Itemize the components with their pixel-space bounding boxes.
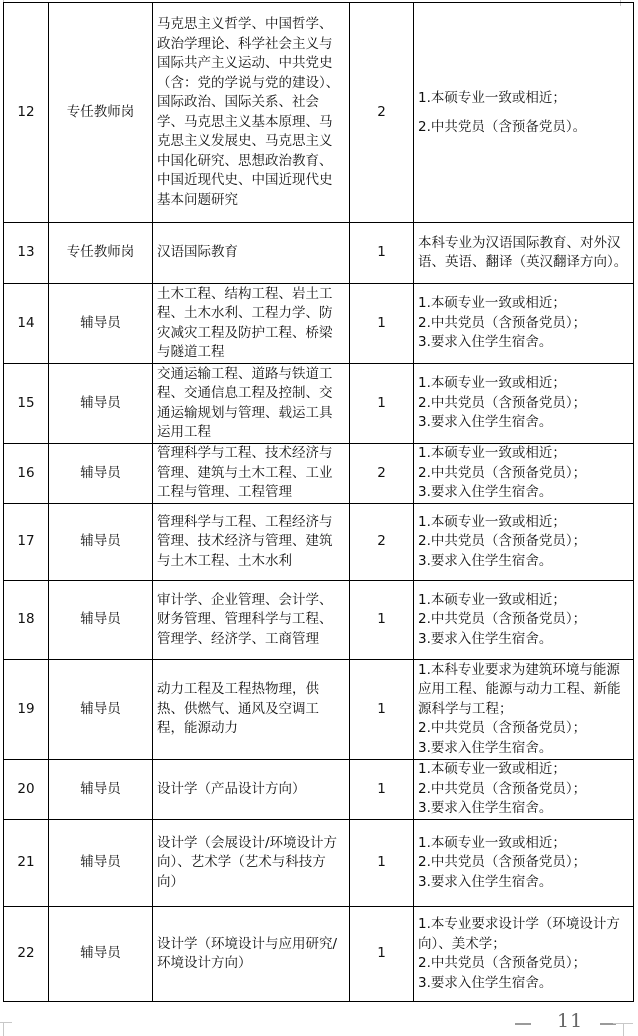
major-list: 交通运输工程、道路与铁道工程、交通信息工程及控制、交通运输规划与管理、载运工具运用工程 bbox=[153, 364, 350, 444]
requirement-line: 3.要求入住学生宿舍。 bbox=[418, 800, 553, 817]
requirement-line: 3.要求入住学生宿舍。 bbox=[418, 873, 553, 890]
requirement-line: 1.本硕专业一致或相近； bbox=[418, 513, 566, 530]
requirement-line: 2.中共党员（含预备党员）； bbox=[418, 780, 587, 797]
row-number: 18 bbox=[4, 581, 49, 660]
requirements bbox=[414, 660, 634, 760]
headcount: 2 bbox=[350, 444, 414, 504]
requirement-line: 2.中共党员（含预备党员）； bbox=[418, 955, 587, 971]
table-row bbox=[4, 504, 634, 581]
requirements bbox=[414, 223, 634, 284]
requirement-line: 1.本硕专业一致或相近； bbox=[418, 445, 566, 462]
post-name: 辅导员 bbox=[49, 907, 153, 1002]
table-row bbox=[4, 223, 634, 284]
requirement-line: 3.要求入住学生宿舍。 bbox=[418, 414, 553, 431]
requirement-line: 2.中共党员（含预备党员）； bbox=[418, 854, 587, 871]
post-name: 辅导员 bbox=[49, 284, 153, 364]
requirement-line: 3.要求入住学生宿舍。 bbox=[418, 630, 553, 647]
recruitment-table bbox=[3, 2, 634, 1002]
requirements bbox=[414, 504, 634, 581]
major-list: 管理科学与工程、技术经济与管理、建筑与土木工程、工业工程与管理、工程管理 bbox=[153, 444, 350, 504]
headcount: 2 bbox=[350, 504, 414, 581]
row-number: 17 bbox=[4, 504, 49, 581]
requirement-line: 2.中共党员（含预备党员）； bbox=[418, 720, 587, 737]
requirement-line: 1.本硕专业一致或相近； bbox=[418, 591, 566, 608]
requirement-line: 2.中共党员（含预备党员）。 bbox=[418, 118, 587, 135]
requirement-line: 1.本硕专业一致或相近； bbox=[418, 295, 566, 312]
headcount: 1 bbox=[350, 284, 414, 364]
requirements bbox=[414, 907, 634, 1002]
row-number: 21 bbox=[4, 820, 49, 907]
major-list: 设计学（环境设计与应用研究/环境设计方向） bbox=[153, 907, 350, 1002]
headcount: 1 bbox=[350, 581, 414, 660]
requirement-line: 1.本科专业要求为建筑环境与能源应用工程、能源与动力工程、新能源科学与工程； bbox=[418, 661, 621, 717]
row-number: 13 bbox=[4, 223, 49, 284]
post-name: 专任教师岗 bbox=[49, 223, 153, 284]
post-name: 辅导员 bbox=[49, 364, 153, 444]
requirements bbox=[414, 364, 634, 444]
table-row bbox=[4, 660, 634, 760]
post-name: 辅导员 bbox=[49, 660, 153, 760]
post-name: 辅导员 bbox=[49, 444, 153, 504]
row-number: 15 bbox=[4, 364, 49, 444]
post-name: 辅导员 bbox=[49, 581, 153, 660]
headcount: 1 bbox=[350, 223, 414, 284]
post-name: 专任教师岗 bbox=[49, 3, 153, 223]
requirement-line: 2.中共党员（含预备党员）； bbox=[418, 464, 587, 481]
row-number: 12 bbox=[4, 3, 49, 223]
requirements bbox=[414, 760, 634, 820]
requirement-line: 3.要求入住学生宿舍。 bbox=[418, 974, 553, 991]
headcount: 1 bbox=[350, 760, 414, 820]
major-list: 汉语国际教育 bbox=[153, 223, 350, 284]
row-number: 14 bbox=[4, 284, 49, 364]
requirements bbox=[414, 820, 634, 907]
post-name: 辅导员 bbox=[49, 760, 153, 820]
crop-mark-bottom-left-horizontal bbox=[0, 1022, 12, 1023]
page-footer bbox=[513, 1010, 633, 1036]
headcount: 1 bbox=[350, 820, 414, 907]
requirements bbox=[414, 3, 634, 223]
headcount: 1 bbox=[350, 364, 414, 444]
post-name: 辅导员 bbox=[49, 504, 153, 581]
table-row bbox=[4, 820, 634, 907]
major-list: 管理科学与工程、工程经济与管理、技术经济与管理、建筑与土木工程、土木水利 bbox=[153, 504, 350, 581]
table-row bbox=[4, 444, 634, 504]
major-list: 审计学、企业管理、会计学、财务管理、管理科学与工程、管理学、经济学、工商管理 bbox=[153, 581, 350, 660]
headcount: 1 bbox=[350, 660, 414, 760]
requirement-line: 1.本专业要求设计学（环境设计方向）、美术学； bbox=[418, 916, 620, 952]
requirement-line: 3.要求入住学生宿舍。 bbox=[418, 552, 553, 569]
requirement-line: 2.中共党员（含预备党员）； bbox=[418, 611, 587, 628]
major-list: 马克思主义哲学、中国哲学、政治学理论、科学社会主义与国际共产主义运动、中共党史（含：党的学说与党的建设）、国际政治、国际关系、社会学、马克思主义基本原理、马克思主义发展史、马克思主义中国化研究、思想政治教育、中国近现代史、中国近现代史基本问题研究 bbox=[153, 3, 350, 223]
headcount: 1 bbox=[350, 907, 414, 1002]
requirement-line: 3.要求入住学生宿舍。 bbox=[418, 334, 553, 351]
table-row bbox=[4, 581, 634, 660]
requirement-line: 2.中共党员（含预备党员）； bbox=[418, 314, 587, 331]
page-number-dash-left bbox=[515, 1023, 531, 1025]
crop-mark-bottom-left bbox=[3, 1022, 4, 1036]
major-list: 设计学（产品设计方向） bbox=[153, 760, 350, 820]
requirements bbox=[414, 444, 634, 504]
table-row bbox=[4, 760, 634, 820]
requirement-line: 1.本硕专业一致或相近； bbox=[418, 375, 566, 392]
major-list: 设计学（会展设计/环境设计方向）、艺术学（艺术与科技方向） bbox=[153, 820, 350, 907]
table-row bbox=[4, 364, 634, 444]
major-list: 土木工程、结构工程、岩土工程、土木水利、工程力学、防灾减灾工程及防护工程、桥梁与隧道工程 bbox=[153, 284, 350, 364]
post-name: 辅导员 bbox=[49, 820, 153, 907]
row-number: 19 bbox=[4, 660, 49, 760]
requirement-line: 本科专业为汉语国际教育、对外汉语、英语、翻译（英汉翻译方向）。 bbox=[418, 234, 628, 270]
row-number: 20 bbox=[4, 760, 49, 820]
page-number: 11 bbox=[557, 1010, 584, 1032]
requirement-line: 3.要求入住学生宿舍。 bbox=[418, 484, 553, 501]
requirement-line: 2.中共党员（含预备党员）； bbox=[418, 394, 587, 411]
table-row bbox=[4, 284, 634, 364]
requirements bbox=[414, 581, 634, 660]
row-number: 22 bbox=[4, 907, 49, 1002]
requirement-line: 3.要求入住学生宿舍。 bbox=[418, 739, 553, 756]
requirement-line: 1.本硕专业一致或相近； bbox=[418, 761, 566, 778]
crop-mark-bottom-right-vertical bbox=[623, 1023, 624, 1036]
major-list: 动力工程及工程热物理，供热、供燃气、通风及空调工程，能源动力 bbox=[153, 660, 350, 760]
headcount: 2 bbox=[350, 3, 414, 223]
requirements bbox=[414, 284, 634, 364]
table-row bbox=[4, 3, 634, 223]
table-row bbox=[4, 907, 634, 1002]
requirement-line: 2.中共党员（含预备党员）； bbox=[418, 533, 587, 550]
requirement-line: 1.本硕专业一致或相近； bbox=[418, 89, 566, 106]
requirement-line: 1.本硕专业一致或相近； bbox=[418, 834, 566, 851]
row-number: 16 bbox=[4, 444, 49, 504]
